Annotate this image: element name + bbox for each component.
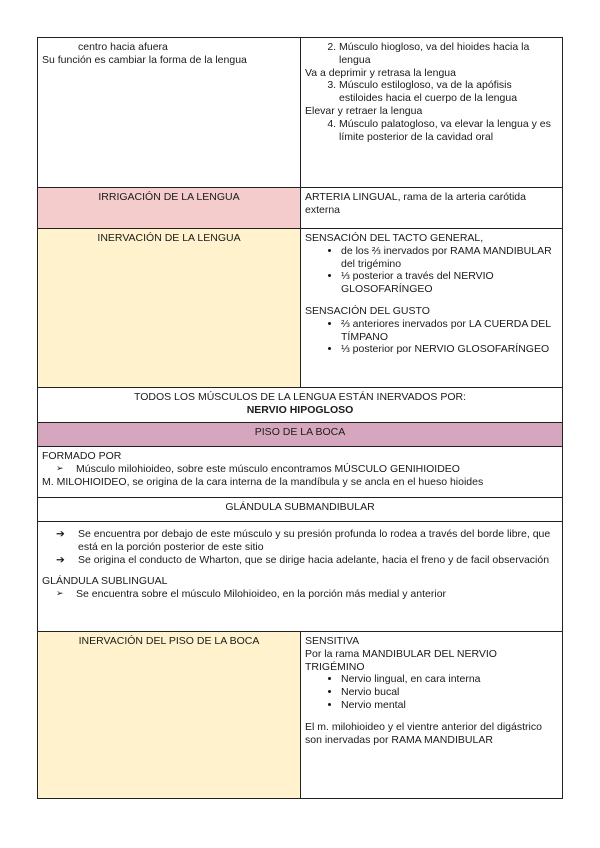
submandibular-row: [38, 522, 563, 632]
nervio-item: • Nervio bucal: [341, 686, 558, 699]
arrowhead-bullet-icon: ➢: [56, 588, 64, 599]
piso-title-row: [38, 423, 563, 447]
muscles-row: [38, 38, 563, 188]
submandibular-item: ➔ Se origina el conducto de Wharton, que se dirige hacia adelante, hacia el freno y de facil observación: [56, 553, 550, 566]
arrowhead-bullet-icon: ➢: [56, 462, 64, 473]
tacto-title: SENSACIÓN DEL TACTO GENERAL,: [305, 232, 484, 244]
muscle-hiogloso: 2. Músculo hiogloso, va del hioides hacia la lengua: [339, 41, 558, 67]
tacto-item: • de los ⅔ inervados por RAMA MANDIBULAR del trigémino: [341, 245, 558, 271]
muscle-estilogloso: 3. Músculo estilogloso, va de la apófisis estiloides hacia el cuerpo de la lengua: [339, 79, 558, 105]
muscle-list-b: [305, 79, 558, 105]
inervacion-piso-content: [301, 632, 563, 799]
estilogloso-function: Elevar y retraer la lengua: [305, 104, 423, 117]
submandibular-list: [42, 528, 558, 566]
formado-row: [38, 447, 563, 498]
gusto-list: [305, 318, 558, 356]
hiogloso-function: Va a deprimir y retrasa la lengua: [305, 66, 456, 79]
irrigacion-row: [38, 188, 563, 229]
gusto-title: SENSACIÓN DEL GUSTO: [305, 304, 430, 317]
arrow-bullet-icon: ➔: [56, 528, 65, 540]
inervacion-label: INERVACIÓN DE LA LENGUA: [38, 229, 301, 388]
formado-item: ➢ Músculo milohioideo, sobre este músculo encontramos MÚSCULO GENIHIOIDEO: [56, 462, 460, 475]
inervacion-row: [38, 229, 563, 388]
muscle-list-a: [305, 41, 558, 67]
sublingual-title: GLÁNDULA SUBLINGUAL: [42, 575, 168, 588]
rama-text: Por la rama MANDIBULAR DEL NERVIO TRIGÉMINO: [305, 647, 497, 673]
piso-title: PISO DE LA BOCA: [38, 423, 563, 447]
inervacion-piso-label: INERVACIÓN DEL PISO DE LA BOCA: [38, 632, 301, 799]
arrow-bullet-icon: ➔: [56, 553, 65, 566]
left-line-1: centro hacia afuera: [78, 41, 168, 53]
irrigacion-text: ARTERIA LINGUAL, rama de la arteria carótida externa: [301, 188, 563, 229]
left-line-2: Su función es cambiar la forma de la lengua: [42, 53, 247, 66]
inervacion-content: [301, 229, 563, 388]
todos-line-2: NERVIO HIPOGLOSO: [246, 403, 354, 416]
sublingual-item: ➢ Se encuentra sobre el músculo Milohioideo, en la porción más medial y anterior: [56, 588, 447, 601]
motor-text: El m. milohioideo y el vientre anterior del digástrico son inervadas por RAMA MANDIBULAR: [305, 720, 542, 746]
submandibular-title: GLÁNDULA SUBMANDIBULAR: [38, 498, 563, 522]
submandibular-cell: [38, 522, 563, 632]
nervio-item: • Nervio lingual, en cara interna: [341, 673, 558, 686]
gusto-item: • ⅔ anteriores inervados por LA CUERDA DEL TÍMPANO: [341, 318, 558, 344]
sensitiva-label: SENSITIVA: [305, 635, 360, 647]
inervacion-piso-row: [38, 632, 563, 799]
formado-list: [42, 463, 558, 476]
tacto-list: [305, 245, 558, 296]
nervio-item: • Nervio mental: [341, 699, 558, 712]
formado-cell: [38, 447, 563, 498]
muscles-left-cell: [38, 38, 301, 188]
nervios-list: [305, 673, 558, 711]
tacto-item: • ⅓ posterior a través del NERVIO GLOSOFARÍNGEO: [341, 270, 558, 296]
muscles-right-cell: [301, 38, 563, 188]
sublingual-list: [42, 588, 558, 601]
milohioideo-text: M. MILOHIOIDEO, se origina de la cara interna de la mandíbula y se ancla en el hueso hioides: [42, 475, 484, 488]
todos-cell: [38, 388, 563, 423]
notes-table: [37, 37, 563, 799]
gusto-item: • ⅓ posterior por NERVIO GLOSOFARÍNGEO: [341, 343, 558, 356]
irrigacion-label: IRRIGACIÓN DE LA LENGUA: [38, 188, 301, 229]
muscle-list-c: [305, 118, 558, 144]
formado-title: FORMADO POR: [42, 450, 122, 462]
submandibular-title-row: [38, 498, 563, 522]
submandibular-item: ➔ Se encuentra por debajo de este músculo y su presión profunda lo rodea a través del borde libre, que está en la porción posterior de este sitio: [56, 528, 551, 553]
todos-row: [38, 388, 563, 423]
todos-line-1: TODOS LOS MÚSCULOS DE LA LENGUA ESTÁN INERVADOS POR:: [133, 391, 466, 403]
muscle-palatogloso: 4. Músculo palatogloso, va elevar la lengua y es límite posterior de la cavidad oral: [339, 118, 558, 144]
